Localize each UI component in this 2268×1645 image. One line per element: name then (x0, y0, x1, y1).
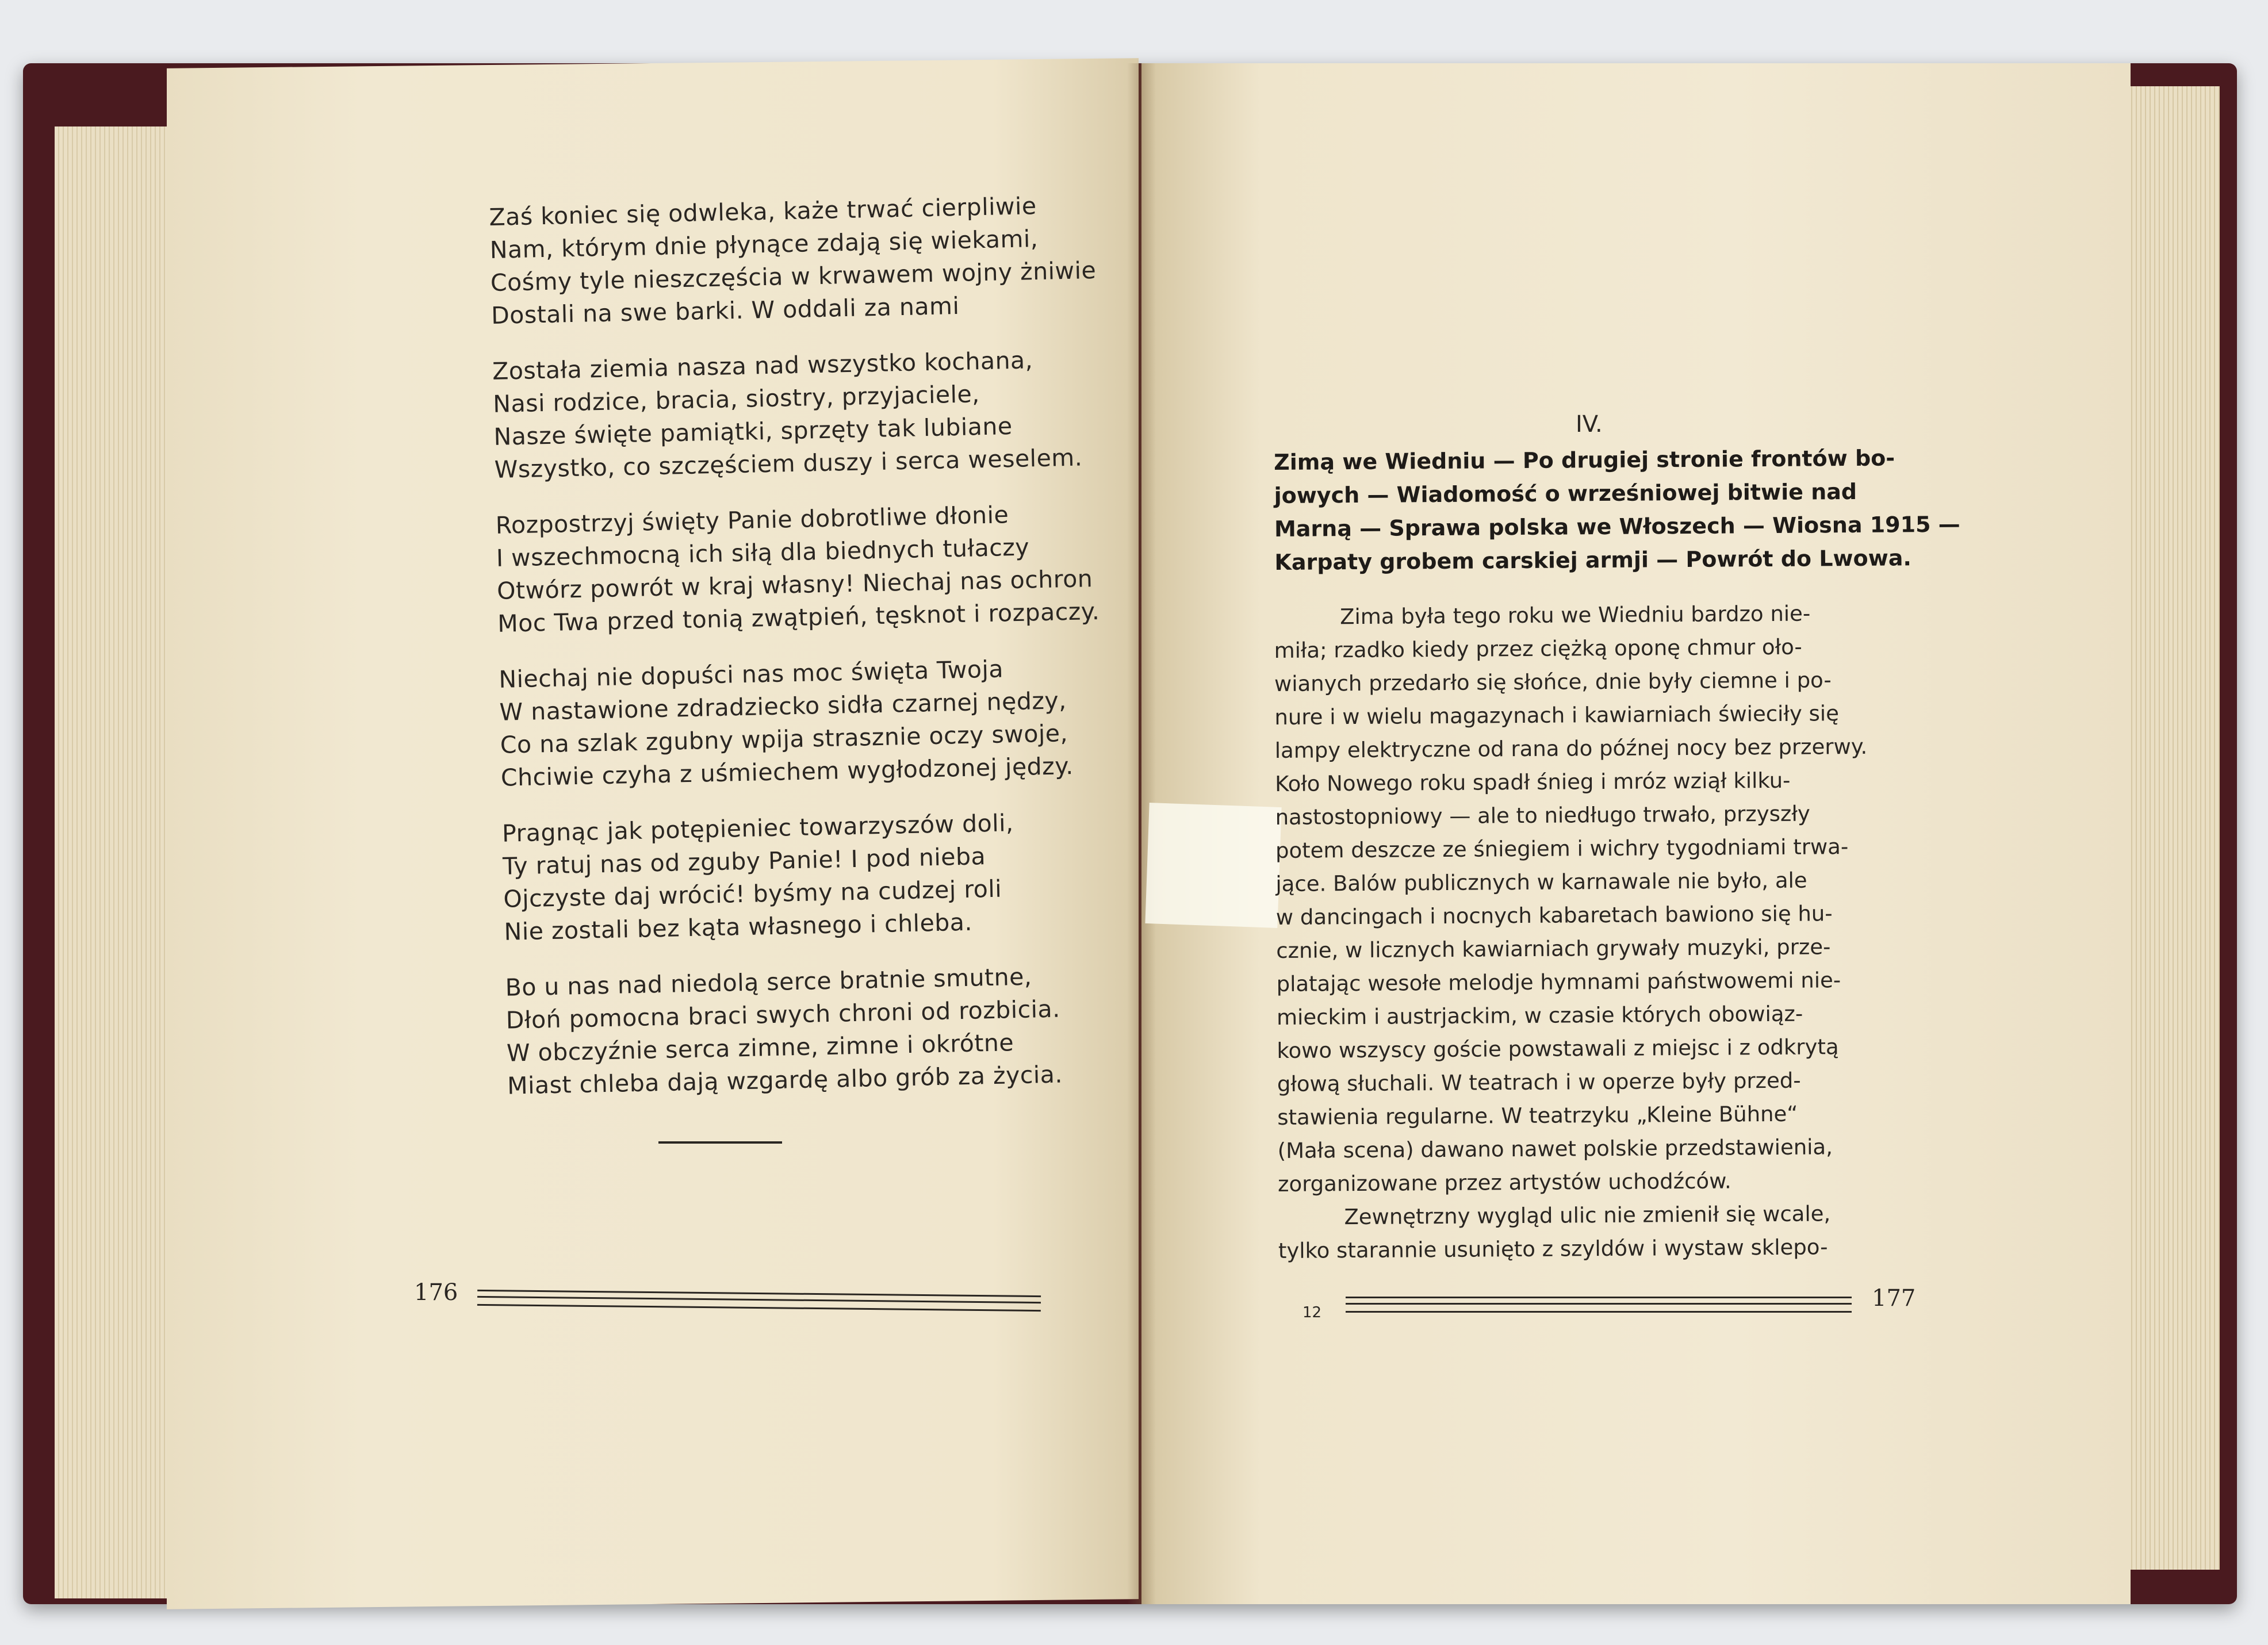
page-number-left: 176 (414, 1279, 458, 1306)
poem (489, 189, 1100, 1125)
body-text (1274, 596, 1917, 1268)
text-line: Zima była tego roku we Wiedniu bardzo nie- (1340, 601, 1811, 630)
text-line: w dancingach i nocnych kabaretach bawiono się hu- (1275, 901, 1833, 930)
poem-line: Nasi rodzice, bracia, siostry, przyjaciele, (492, 380, 980, 418)
poem-line: Niechaj nie dopuści nas moc święta Twoja (498, 655, 1004, 693)
poem-line: Co na szlak zgubny wpija strasznie oczy swoje, (500, 719, 1068, 759)
page-number-right: 177 (1872, 1285, 1916, 1312)
poem-line: Nasze święte pamiątki, sprzęty tak lubiane (493, 412, 1013, 451)
text-line: nastostopniowy — ale to niedługo trwało, przyszły (1275, 801, 1810, 830)
stanza (495, 497, 1100, 641)
chapter-summary (1274, 441, 1960, 579)
poem-line: Zaś koniec się odwleka, każe trwać cierpliwie (489, 192, 1037, 231)
repair-tape (1145, 803, 1281, 928)
text-line: stawienia regularne. W teatrzyku „Kleine Bühne“ (1277, 1101, 1798, 1130)
stanza (489, 189, 1097, 332)
text-line: Zewnętrzny wygląd ulic nie zmienił się wcale, (1344, 1201, 1831, 1230)
poem-line: Cośmy tyle nieszczęścia w krwawem wojny żniwie (490, 256, 1097, 297)
stanza (498, 651, 1074, 795)
poem-line: Nam, którym dnie płynące zdają się wiekami, (489, 225, 1039, 264)
text-line: platając wesołe melodje hymnami państwowemi nie- (1276, 968, 1841, 996)
text-line: potem deszcze ze śniegiem i wichry tygodniami trwa- (1275, 834, 1849, 863)
signature-mark: 12 (1302, 1304, 1322, 1321)
stanza (492, 343, 1083, 486)
text-line: lampy elektryczne od rana do późnej nocy bez przerwy. (1274, 734, 1868, 763)
poem-line: W nastawione zdradziecko sidła czarnej nędzy, (499, 687, 1067, 726)
stanza (505, 960, 1077, 1103)
text-line: mieckim i austrjackim, w czasie których obowiąz- (1276, 1001, 1803, 1030)
footer-rule-right (1346, 1297, 1852, 1313)
chapter-number: IV. (1576, 411, 1603, 438)
poem-line: Chciwie czyha z uśmiechem wygłodzonej jędzy. (500, 751, 1074, 792)
text-line: jące. Balów publicznych w karnawale nie było, ale (1275, 868, 1807, 896)
poem-line: Dłoń pomocna braci swych chroni od rozbicia. (505, 995, 1061, 1034)
poem-line: Wszystko, co szczęściem duszy i serca weselem. (494, 443, 1083, 484)
summary-line: Marną — Sprawa polska we Włoszech — Wiosna 1915 — (1274, 511, 1960, 542)
text-line: zorganizowane przez artystów uchodźców. (1277, 1168, 1731, 1197)
text-line: cznie, w licznych kawiarniach grywały muzyki, prze- (1276, 934, 1831, 963)
summary-line: Karpaty grobem carskiej armji — Powrót do Lwowa. (1274, 545, 1912, 575)
text-line: Koło Nowego roku spadł śnieg i mróz wziął kilku- (1275, 768, 1791, 796)
poem-line: Dostali na swe barki. W oddali za nami (491, 292, 960, 329)
poem-line: Moc Twa przed tonią zwątpień, tęsknot i rozpaczy. (497, 597, 1100, 638)
poem-line: Rozpostrzyj święty Panie dobrotliwe dłonie (495, 501, 1009, 539)
poem-line: Została ziemia nasza nad wszystko kochana, (492, 346, 1033, 385)
text-line: głową słuchali. W teatrach i w operze były przed- (1277, 1068, 1801, 1096)
summary-line: jowych — Wiadomość o wrześniowej bitwie nad (1274, 478, 1857, 508)
poem-line: I wszechmocną ich siłą dla biednych tułaczy (496, 533, 1030, 572)
poem-line: Ty ratuj nas od zguby Panie! I pod nieba (502, 842, 986, 880)
text-line: wianych przedarło się słońce, dnie były ciemne i po- (1274, 668, 1832, 696)
poem-line: Pragnąc jak potępieniec towarzyszów doli, (501, 809, 1014, 848)
poem-line: Bo u nas nad niedolą serce bratnie smutne, (505, 963, 1032, 1002)
text-line: (Mała scena) dawano nawet polskie przedstawienia, (1277, 1134, 1833, 1163)
text-line: miła; rzadko kiedy przez ciężką oponę chmur oło- (1274, 634, 1802, 663)
text-line: tylko starannie usunięto z szyldów i wystaw sklepo- (1278, 1234, 1828, 1263)
summary-line: Zimą we Wiedniu — Po drugiej stronie frontów bo- (1274, 445, 1895, 475)
poem-line: Nie zostali bez kąta własnego i chleba. (504, 908, 973, 946)
section-end-rule (658, 1141, 782, 1144)
poem-line: Ojczyste daj wrócić! byśmy na cudzej roli (503, 875, 1002, 913)
poem-line: W obczyźnie serca zimne, zimne i okrótne (506, 1029, 1014, 1067)
poem-line: Miast chleba dają wzgardę albo grób za życia. (507, 1060, 1063, 1100)
stanza (501, 806, 1074, 949)
text-line: kowo wszyscy goście powstawali z miejsc i z odkrytą (1277, 1034, 1839, 1063)
poem-line: Otwórz powrót w kraj własny! Niechaj nas ochron (496, 565, 1093, 605)
text-line: nure i w wielu magazynach i kawiarniach świeciły się (1274, 701, 1840, 730)
